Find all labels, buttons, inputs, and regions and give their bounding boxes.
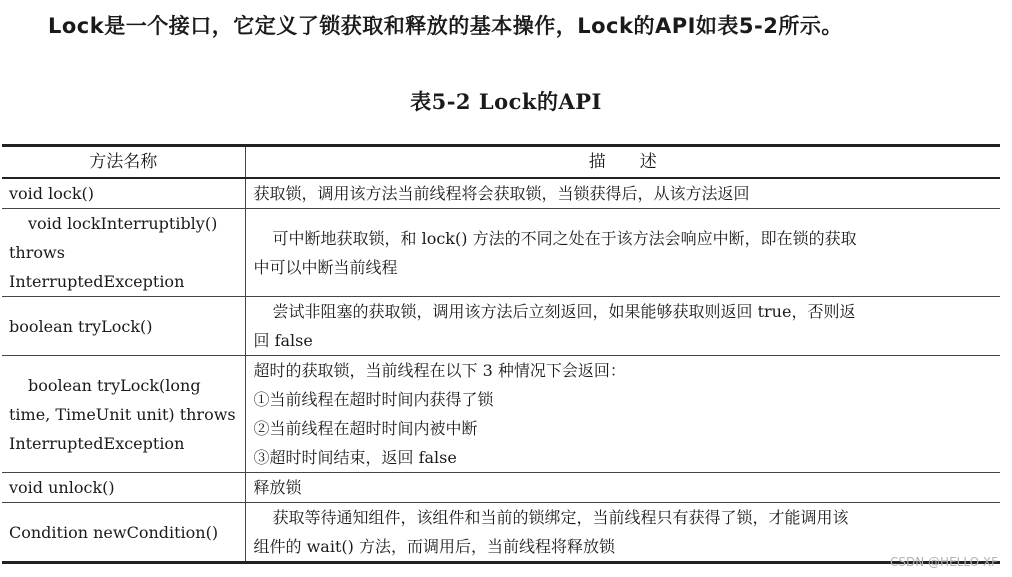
table-row [2, 356, 1000, 473]
description-cell [245, 503, 1000, 563]
description-cell [245, 297, 1000, 356]
method-cell [2, 503, 245, 563]
description-line: 释放锁 [253, 478, 302, 497]
watermark: CSDN @HELLO XF [890, 555, 998, 569]
intro-paragraph: Lock是一个接口，它定义了锁获取和释放的基本操作，Lock的API如表5-2所示。 [48, 14, 843, 38]
method-cell [2, 178, 245, 209]
method-cell [2, 473, 245, 503]
method-cell [2, 356, 245, 473]
table-row [2, 503, 1000, 563]
header-method-name: 方法名称 [2, 146, 245, 179]
header-description: 描 述 [245, 146, 1000, 179]
description-line: 组件的 wait() 方法，而调用后，当前线程将释放锁 [253, 537, 615, 556]
description-line: 可中断地获取锁，和 lock() 方法的不同之处在于该方法会响应中断，即在锁的获取 [272, 228, 857, 248]
table-row [2, 297, 1000, 356]
description-line: 回 false [253, 331, 313, 350]
table-row [2, 178, 1000, 209]
method-name-cont: time, TimeUnit unit) throws [9, 404, 236, 424]
method-cell [2, 297, 245, 356]
method-name: void lock() [9, 184, 95, 203]
table-title: 表5-2 Lock的API [410, 89, 602, 114]
table-row [2, 473, 1000, 503]
method-name: boolean tryLock(long [28, 375, 201, 395]
method-cell [2, 209, 245, 297]
description-line: 中可以中断当前线程 [253, 257, 398, 277]
description-cell [245, 178, 1000, 209]
description-cell [245, 473, 1000, 503]
table-row [2, 209, 1000, 297]
description-line: ③超时时间结束，返回 false [253, 448, 457, 467]
method-name-cont: InterruptedException [9, 433, 185, 453]
description-line: 获取等待通知组件，该组件和当前的锁绑定，当前线程只有获得了锁，才能调用该 [272, 508, 849, 527]
method-name: void unlock() [9, 478, 115, 497]
description-line: ①当前线程在超时时间内获得了锁 [253, 390, 494, 409]
description-line: 尝试非阻塞的获取锁，调用该方法后立刻返回，如果能够获取则返回 true，否则返 [272, 302, 856, 321]
description-line: ②当前线程在超时时间内被中断 [253, 419, 478, 438]
description-cell [245, 356, 1000, 473]
method-name: void lockInterruptibly() [28, 214, 218, 233]
description-line: 超时的获取锁，当前线程在以下 3 种情况下会返回： [253, 361, 626, 380]
table-header-row [2, 146, 1000, 179]
description-cell [245, 209, 1000, 297]
description-line: 获取锁，调用该方法当前线程将会获取锁，当锁获得后，从该方法返回 [253, 184, 750, 203]
method-name-cont: throws InterruptedException [9, 243, 185, 291]
method-name: Condition newCondition() [9, 522, 219, 542]
lock-api-table [2, 144, 1000, 564]
method-name: boolean tryLock() [9, 316, 153, 336]
